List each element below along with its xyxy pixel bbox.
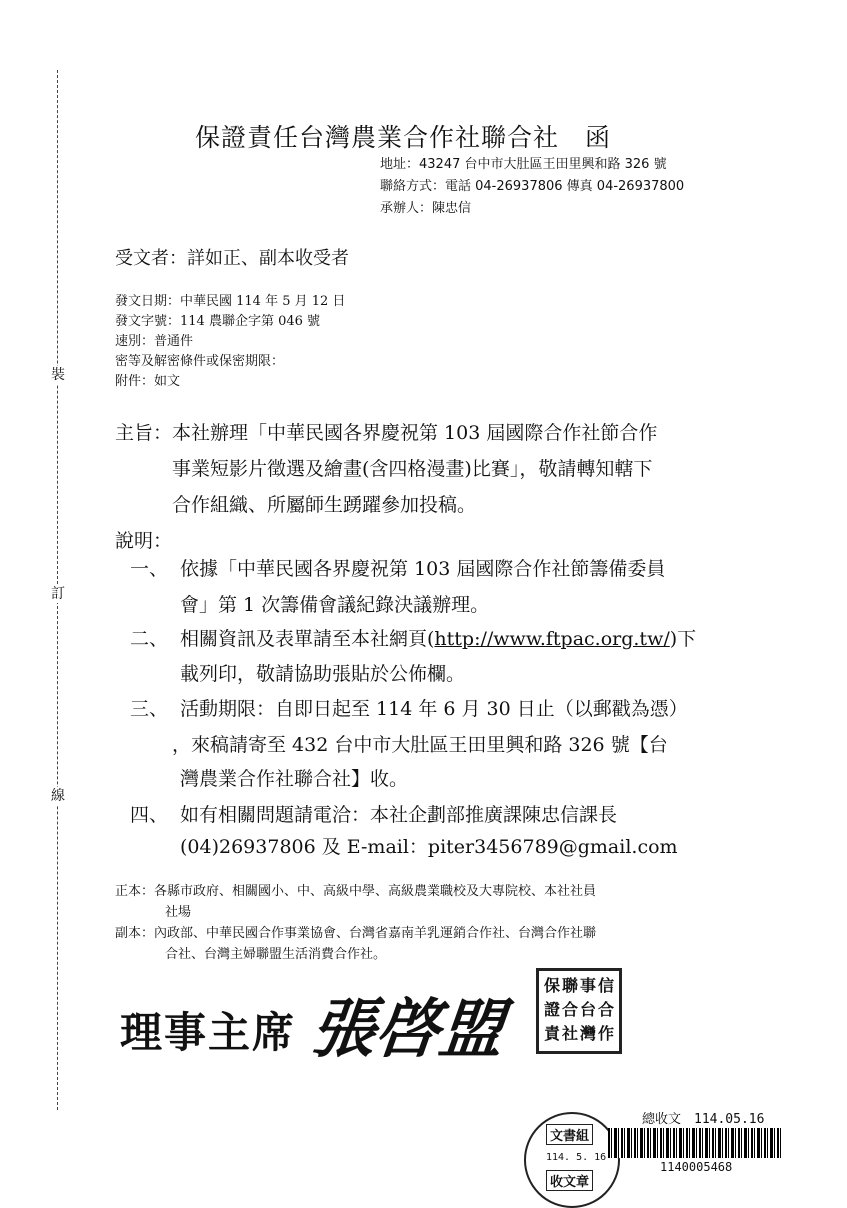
stamp-bottom-label: 收文章 [546, 1170, 593, 1191]
item-3-line-3: 灣農業合作社聯合社】收。 [180, 768, 409, 790]
item-2-post: )下 [669, 628, 697, 650]
main-recipients-line-1: 正本：各縣市政府、相關國小、中、高級中學、高級農業職校及大專院校、本社社員 [115, 884, 597, 899]
issue-number: 發文字號：114 農聯企字第 046 號 [115, 314, 321, 329]
item-4-line-1: 如有相關問題請電洽：本社企劃部推廣課陳忠信課長 [180, 804, 618, 826]
item-1-line-1: 依據「中華民國各界慶祝第 103 屆國際合作社節籌備委員 [180, 558, 666, 580]
seal-char: 合 [597, 1000, 614, 1019]
sender-handler: 承辦人：陳忠信 [380, 201, 472, 216]
stamp-top-label: 文書組 [546, 1124, 593, 1145]
item-3-number: 三、 [130, 698, 169, 720]
received-stamp [524, 1112, 620, 1208]
item-1-line-2: 會」第 1 次籌備會議紀錄決議辦理。 [180, 594, 490, 616]
attachment: 附件：如文 [115, 374, 181, 389]
seal-char: 證 [543, 1000, 560, 1019]
seal-char: 信 [597, 976, 614, 995]
seal-char: 責 [543, 1024, 560, 1043]
official-seal [536, 968, 622, 1054]
item-2-number: 二、 [130, 628, 169, 650]
document-title: 保證責任台灣農業合作社聯合社 函 [195, 123, 612, 152]
copy-recipients-line-1: 副本：內政部、中華民國合作事業協會、台灣省嘉南羊乳運銷合作社、台灣合作社聯 [115, 926, 597, 941]
secrecy-level: 密等及解密條件或保密期限： [115, 354, 285, 369]
item-4-number: 四、 [130, 804, 169, 826]
binding-char-ding: 訂 [48, 585, 68, 603]
recipient: 受文者：詳如正、副本收受者 [115, 248, 349, 269]
website-link[interactable]: http://www.ftpac.org.tw/ [434, 628, 670, 650]
item-2-pre: 相關資訊及表單請至本社網頁( [180, 628, 435, 650]
subject-line-2: 事業短影片徵選及繪畫(含四格漫畫)比賽」，敬請轉知轄下 [172, 458, 653, 480]
seal-char: 合 [561, 1000, 578, 1019]
explanation-heading: 說明： [115, 530, 173, 552]
seal-char: 社 [561, 1024, 578, 1043]
item-4-line-2: (04)26937806 及 E-mail：piter3456789@gmail.com [180, 836, 678, 858]
sender-address: 地址：43247 台中市大肚區王田里興和路 326 號 [380, 157, 667, 172]
signature-title: 理事主席 [120, 1008, 297, 1057]
subject-line-3: 合作組織、所屬師生踴躍參加投稿。 [172, 494, 477, 516]
stamp-date: 114. 5. 16 [546, 1152, 607, 1163]
binding-char-xian: 線 [48, 787, 68, 805]
seal-char: 聯 [561, 976, 578, 995]
item-2-line-2: 載列印，敬請協助張貼於公佈欄。 [180, 663, 466, 685]
seal-char: 台 [579, 1000, 596, 1019]
seal-char: 保 [543, 976, 560, 995]
seal-char: 事 [579, 976, 596, 995]
copy-recipients-line-2: 合社、台灣主婦聯盟生活消費合作社。 [165, 947, 387, 962]
signature-name: 張啓盟 [307, 992, 508, 1067]
item-3-line-2: ，來稿請寄至 432 台中市大肚區王田里興和路 326 號【台 [172, 734, 668, 756]
receipt-barcode [608, 1128, 782, 1158]
item-1-number: 一、 [130, 558, 169, 580]
seal-char: 作 [597, 1024, 614, 1043]
delivery-speed: 速別：普通件 [115, 334, 194, 349]
subject-line-1: 主旨：本社辦理「中華民國各界慶祝第 103 屆國際合作社節合作 [115, 422, 658, 444]
binding-char-zhuang: 裝 [48, 366, 68, 384]
sender-contact: 聯絡方式：電話 04-26937806 傳真 04-26937800 [380, 179, 685, 194]
item-2-line-1 [180, 624, 696, 651]
main-recipients-line-2: 社場 [165, 905, 192, 920]
barcode-number: 1140005468 [660, 1160, 733, 1174]
item-3-line-1: 活動期限：自即日起至 114 年 6 月 30 日止（以郵戳為憑） [180, 698, 688, 720]
issue-date: 發文日期：中華民國 114 年 5 月 12 日 [115, 294, 346, 309]
receipt-label: 總收文 114.05.16 [642, 1112, 765, 1127]
seal-char: 灣 [579, 1024, 596, 1043]
